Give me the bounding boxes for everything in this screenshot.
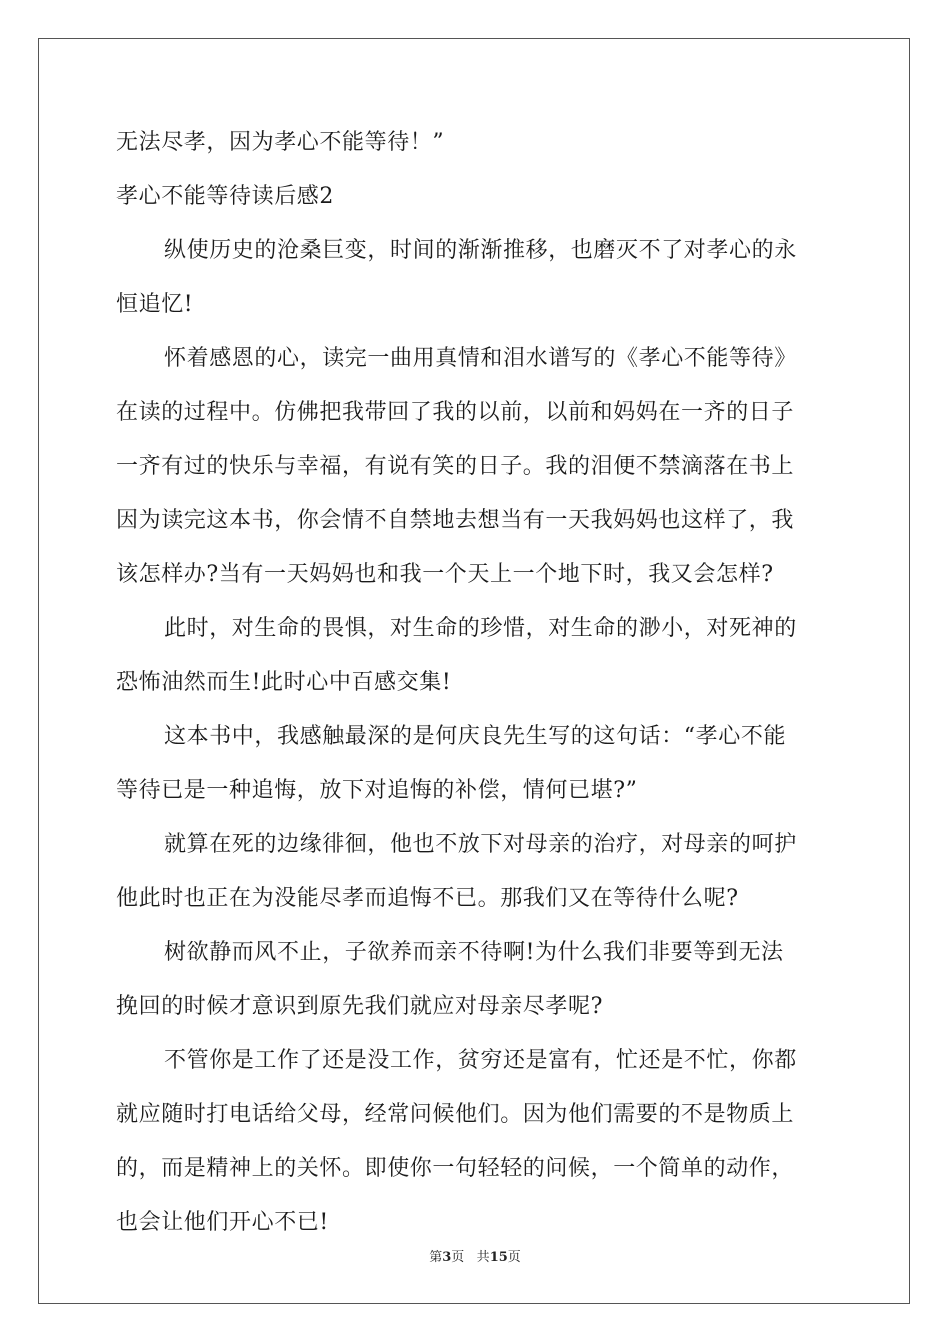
- text-line: 纵使历史的沧桑巨变，时间的渐渐推移，也磨灭不了对孝心的永: [164, 238, 797, 263]
- text-line: 就应随时打电话给父母，经常问候他们。因为他们需要的不是物质上: [116, 1102, 795, 1127]
- text-line: 恐怖油然而生!此时心中百感交集!: [116, 670, 452, 695]
- footer-page-suffix: 页: [451, 1250, 465, 1265]
- text-line: 孝心不能等待读后感2: [116, 184, 334, 209]
- text-line: 此时，对生命的畏惧，对生命的珍惜，对生命的渺小，对死神的: [164, 616, 797, 641]
- text-line: 不管你是工作了还是没工作，贫穷还是富有，忙还是不忙，你都: [164, 1048, 797, 1073]
- text-line: 的，而是精神上的关怀。即使你一句轻轻的问候，一个简单的动作，: [116, 1156, 795, 1181]
- text-line: 因为读完这本书，你会情不自禁地去想当有一天我妈妈也这样了，我: [116, 508, 795, 533]
- text-line: 该怎样办?当有一天妈妈也和我一个天上一个地下时，我又会怎样?: [116, 562, 774, 587]
- text-line: 树欲静而风不止，子欲养而亲不待啊!为什么我们非要等到无法: [164, 940, 784, 965]
- text-line: 无法尽孝，因为孝心不能等待！”: [116, 130, 445, 155]
- text-line: 就算在死的边缘徘徊，他也不放下对母亲的治疗，对母亲的呵护: [164, 832, 797, 857]
- text-line: 一齐有过的快乐与幸福，有说有笑的日子。我的泪便不禁滴落在书上: [116, 454, 795, 479]
- text-line: 挽回的时候才意识到原先我们就应对母亲尽孝呢?: [116, 994, 603, 1019]
- text-line: 也会让他们开心不已!: [116, 1210, 329, 1235]
- footer-total-pages: 15: [489, 1250, 508, 1265]
- text-line: 怀着感恩的心，读完一曲用真情和泪水谱写的《孝心不能等待》: [164, 346, 797, 371]
- text-line: 恒追忆!: [116, 292, 194, 317]
- text-line: 这本书中，我感触最深的是何庆良先生写的这句话：“孝心不能: [164, 724, 787, 749]
- footer-page-prefix: 第: [429, 1250, 443, 1265]
- footer-current-page: 3: [442, 1250, 452, 1265]
- footer-total-suffix: 页: [507, 1250, 521, 1265]
- text-line: 在读的过程中。仿佛把我带回了我的以前，以前和妈妈在一齐的日子: [116, 400, 795, 425]
- page-footer: [0, 1246, 950, 1265]
- text-line: 等待已是一种追悔，放下对追悔的补偿，情何已堪?”: [116, 778, 638, 803]
- footer-total-prefix: 共: [476, 1250, 490, 1265]
- text-line: 他此时也正在为没能尽孝而追悔不已。那我们又在等待什么呢?: [116, 886, 739, 911]
